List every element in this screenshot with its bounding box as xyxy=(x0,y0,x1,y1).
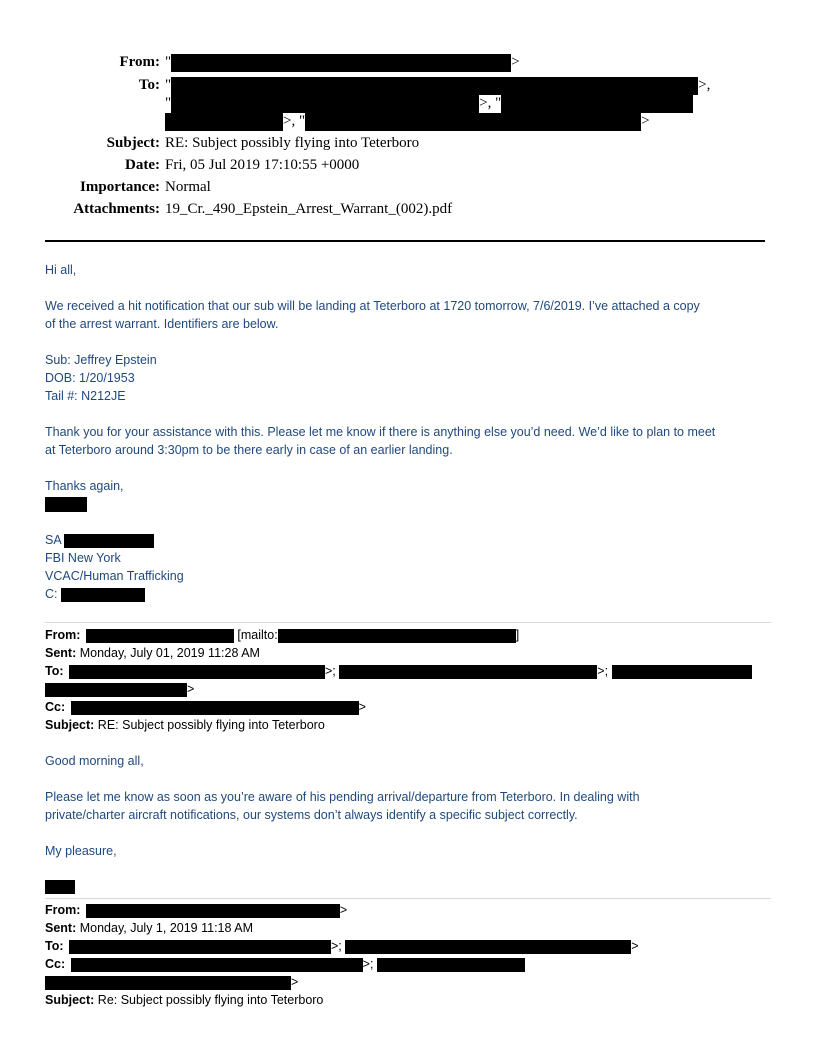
quote-mark: " xyxy=(165,95,172,111)
redaction-block xyxy=(171,95,479,113)
reply2-subject-value: Re: Subject possibly flying into Teterboro xyxy=(97,993,324,1007)
header-to-value-3 xyxy=(165,111,650,131)
mailto-close: ] xyxy=(515,628,520,642)
reply1-sent-row xyxy=(45,644,260,662)
redaction-block xyxy=(377,958,525,972)
reply2-to-row xyxy=(45,937,639,955)
header-importance-row xyxy=(0,177,816,197)
reply1-to-label: To: xyxy=(45,664,64,678)
header-to-value-2 xyxy=(165,93,693,113)
separator: >, " xyxy=(283,113,306,129)
redaction-block xyxy=(339,665,597,679)
redaction-block xyxy=(61,588,145,602)
redaction-block xyxy=(501,95,693,113)
header-date-value: Fri, 05 Jul 2019 17:10:55 +0000 xyxy=(165,157,360,173)
reply1-from-row xyxy=(45,626,519,644)
signature-unit: VCAC/Human Trafficking xyxy=(45,569,184,583)
signature-cell xyxy=(45,585,145,603)
quote-mark: " xyxy=(165,77,172,93)
signature-cell-label: C: xyxy=(45,587,58,601)
header-from-row xyxy=(0,52,816,72)
reply1-greeting: Good morning all, xyxy=(45,754,144,768)
paragraph-line: of the arrest warrant. Identifiers are below. xyxy=(45,317,279,331)
reply1-subject-label: Subject: xyxy=(45,718,95,732)
redaction-block xyxy=(171,77,698,95)
header-to-label: To: xyxy=(138,77,160,93)
quote-mark: " xyxy=(165,54,172,70)
reply1-subject-value: RE: Subject possibly flying into Teterboro xyxy=(97,718,325,732)
reply2-sent-label: Sent: xyxy=(45,921,77,935)
reply2-sent-row xyxy=(45,919,253,937)
mailto-open: [mailto: xyxy=(237,628,278,642)
header-importance-label: Importance: xyxy=(80,179,160,195)
reply2-from-row xyxy=(45,901,347,919)
signature-sa xyxy=(45,531,154,549)
header-to-row-2 xyxy=(0,93,816,113)
redaction-block xyxy=(45,976,291,990)
header-divider xyxy=(45,240,765,242)
reply1-sent-value: Monday, July 01, 2019 11:28 AM xyxy=(79,646,260,660)
redaction-block xyxy=(45,683,187,697)
paragraph-line: Thank you for your assistance with this. Please let me know if there is anything else you’d need. We’d like to plan to meet xyxy=(45,425,716,439)
header-attachments-row xyxy=(0,199,816,219)
paragraph-line: Please let me know as soon as you’re aware of his pending arrival/departure from Teterboro. In dealing with xyxy=(45,790,640,804)
reply-divider xyxy=(45,622,771,623)
reply1-cc-label: Cc: xyxy=(45,700,66,714)
redaction-block xyxy=(71,701,359,715)
reply2-from-label: From: xyxy=(45,903,81,917)
separator: >; xyxy=(597,664,609,678)
redaction-block xyxy=(612,665,752,679)
header-date-label: Date: xyxy=(125,157,160,173)
header-attachments-value[interactable]: 19_Cr._490_Epstein_Arrest_Warrant_(002).pdf xyxy=(165,201,453,217)
header-importance-value: Normal xyxy=(165,179,211,195)
header-to-row-3 xyxy=(0,111,816,131)
redaction-block xyxy=(278,629,516,643)
header-subject-label: Subject: xyxy=(106,135,160,151)
identifier-tail: Tail #: N212JE xyxy=(45,389,126,403)
angle-bracket: > xyxy=(187,682,195,696)
reply2-cc-label: Cc: xyxy=(45,957,66,971)
identifier-dob: DOB: 1/20/1953 xyxy=(45,371,135,385)
separator: >, " xyxy=(479,95,502,111)
reply2-cc-row xyxy=(45,955,525,973)
paragraph-line: at Teterboro around 3:30pm to be there early in case of an earlier landing. xyxy=(45,443,453,457)
reply1-sent-label: Sent: xyxy=(45,646,77,660)
reply1-closing: My pleasure, xyxy=(45,844,117,858)
redaction-block xyxy=(69,665,325,679)
header-to-row xyxy=(0,75,816,95)
separator: >; xyxy=(325,664,336,678)
header-attachments-label: Attachments: xyxy=(73,201,160,217)
redaction-block xyxy=(171,54,511,72)
identifier-subject: Sub: Jeffrey Epstein xyxy=(45,353,157,367)
redaction-block xyxy=(64,534,154,548)
angle-bracket: > xyxy=(358,700,366,714)
reply1-to-row-2 xyxy=(45,680,194,698)
signature-title: SA xyxy=(45,533,61,547)
redaction-block xyxy=(86,904,340,918)
reply2-to-label: To: xyxy=(45,939,64,953)
angle-bracket: > xyxy=(511,54,520,70)
redaction-block xyxy=(86,629,234,643)
greeting: Hi all, xyxy=(45,263,77,277)
angle-bracket: > xyxy=(291,975,299,989)
redaction-block xyxy=(165,113,283,131)
reply1-to-row xyxy=(45,662,752,680)
closing: Thanks again, xyxy=(45,479,124,493)
header-subject-value: RE: Subject possibly flying into Teterboro xyxy=(165,135,420,151)
redaction-block xyxy=(345,940,631,954)
reply2-cc-row-2 xyxy=(45,973,298,991)
header-from-value xyxy=(165,52,520,72)
paragraph-line: private/charter aircraft notifications, our systems don’t always identify a specific subject correctly. xyxy=(45,808,578,822)
header-subject-row xyxy=(0,133,816,153)
header-from-label: From: xyxy=(119,54,160,70)
header-to-value xyxy=(165,75,710,95)
angle-bracket: > xyxy=(631,939,639,953)
separator: >, xyxy=(698,77,711,93)
redaction-block xyxy=(71,958,363,972)
reply1-from-label: From: xyxy=(45,628,81,642)
separator: >; xyxy=(362,957,374,971)
reply1-cc-row xyxy=(45,698,366,716)
reply2-subject-row xyxy=(45,991,323,1009)
angle-bracket: > xyxy=(641,113,650,129)
redaction-block xyxy=(45,497,87,512)
redaction-block xyxy=(305,113,641,131)
reply1-subject-row xyxy=(45,716,325,734)
reply2-subject-label: Subject: xyxy=(45,993,95,1007)
redaction-block xyxy=(45,880,75,894)
reply2-sent-value: Monday, July 1, 2019 11:18 AM xyxy=(79,921,253,935)
angle-bracket: > xyxy=(339,903,348,917)
separator: >; xyxy=(331,939,342,953)
signature-office: FBI New York xyxy=(45,551,121,565)
paragraph-line: We received a hit notification that our sub will be landing at Teterboro at 1720 tomorrow, 7/6/2019. I’ve attached a copy xyxy=(45,299,700,313)
header-date-row xyxy=(0,155,816,175)
reply-divider xyxy=(45,898,771,899)
redaction-block xyxy=(69,940,331,954)
